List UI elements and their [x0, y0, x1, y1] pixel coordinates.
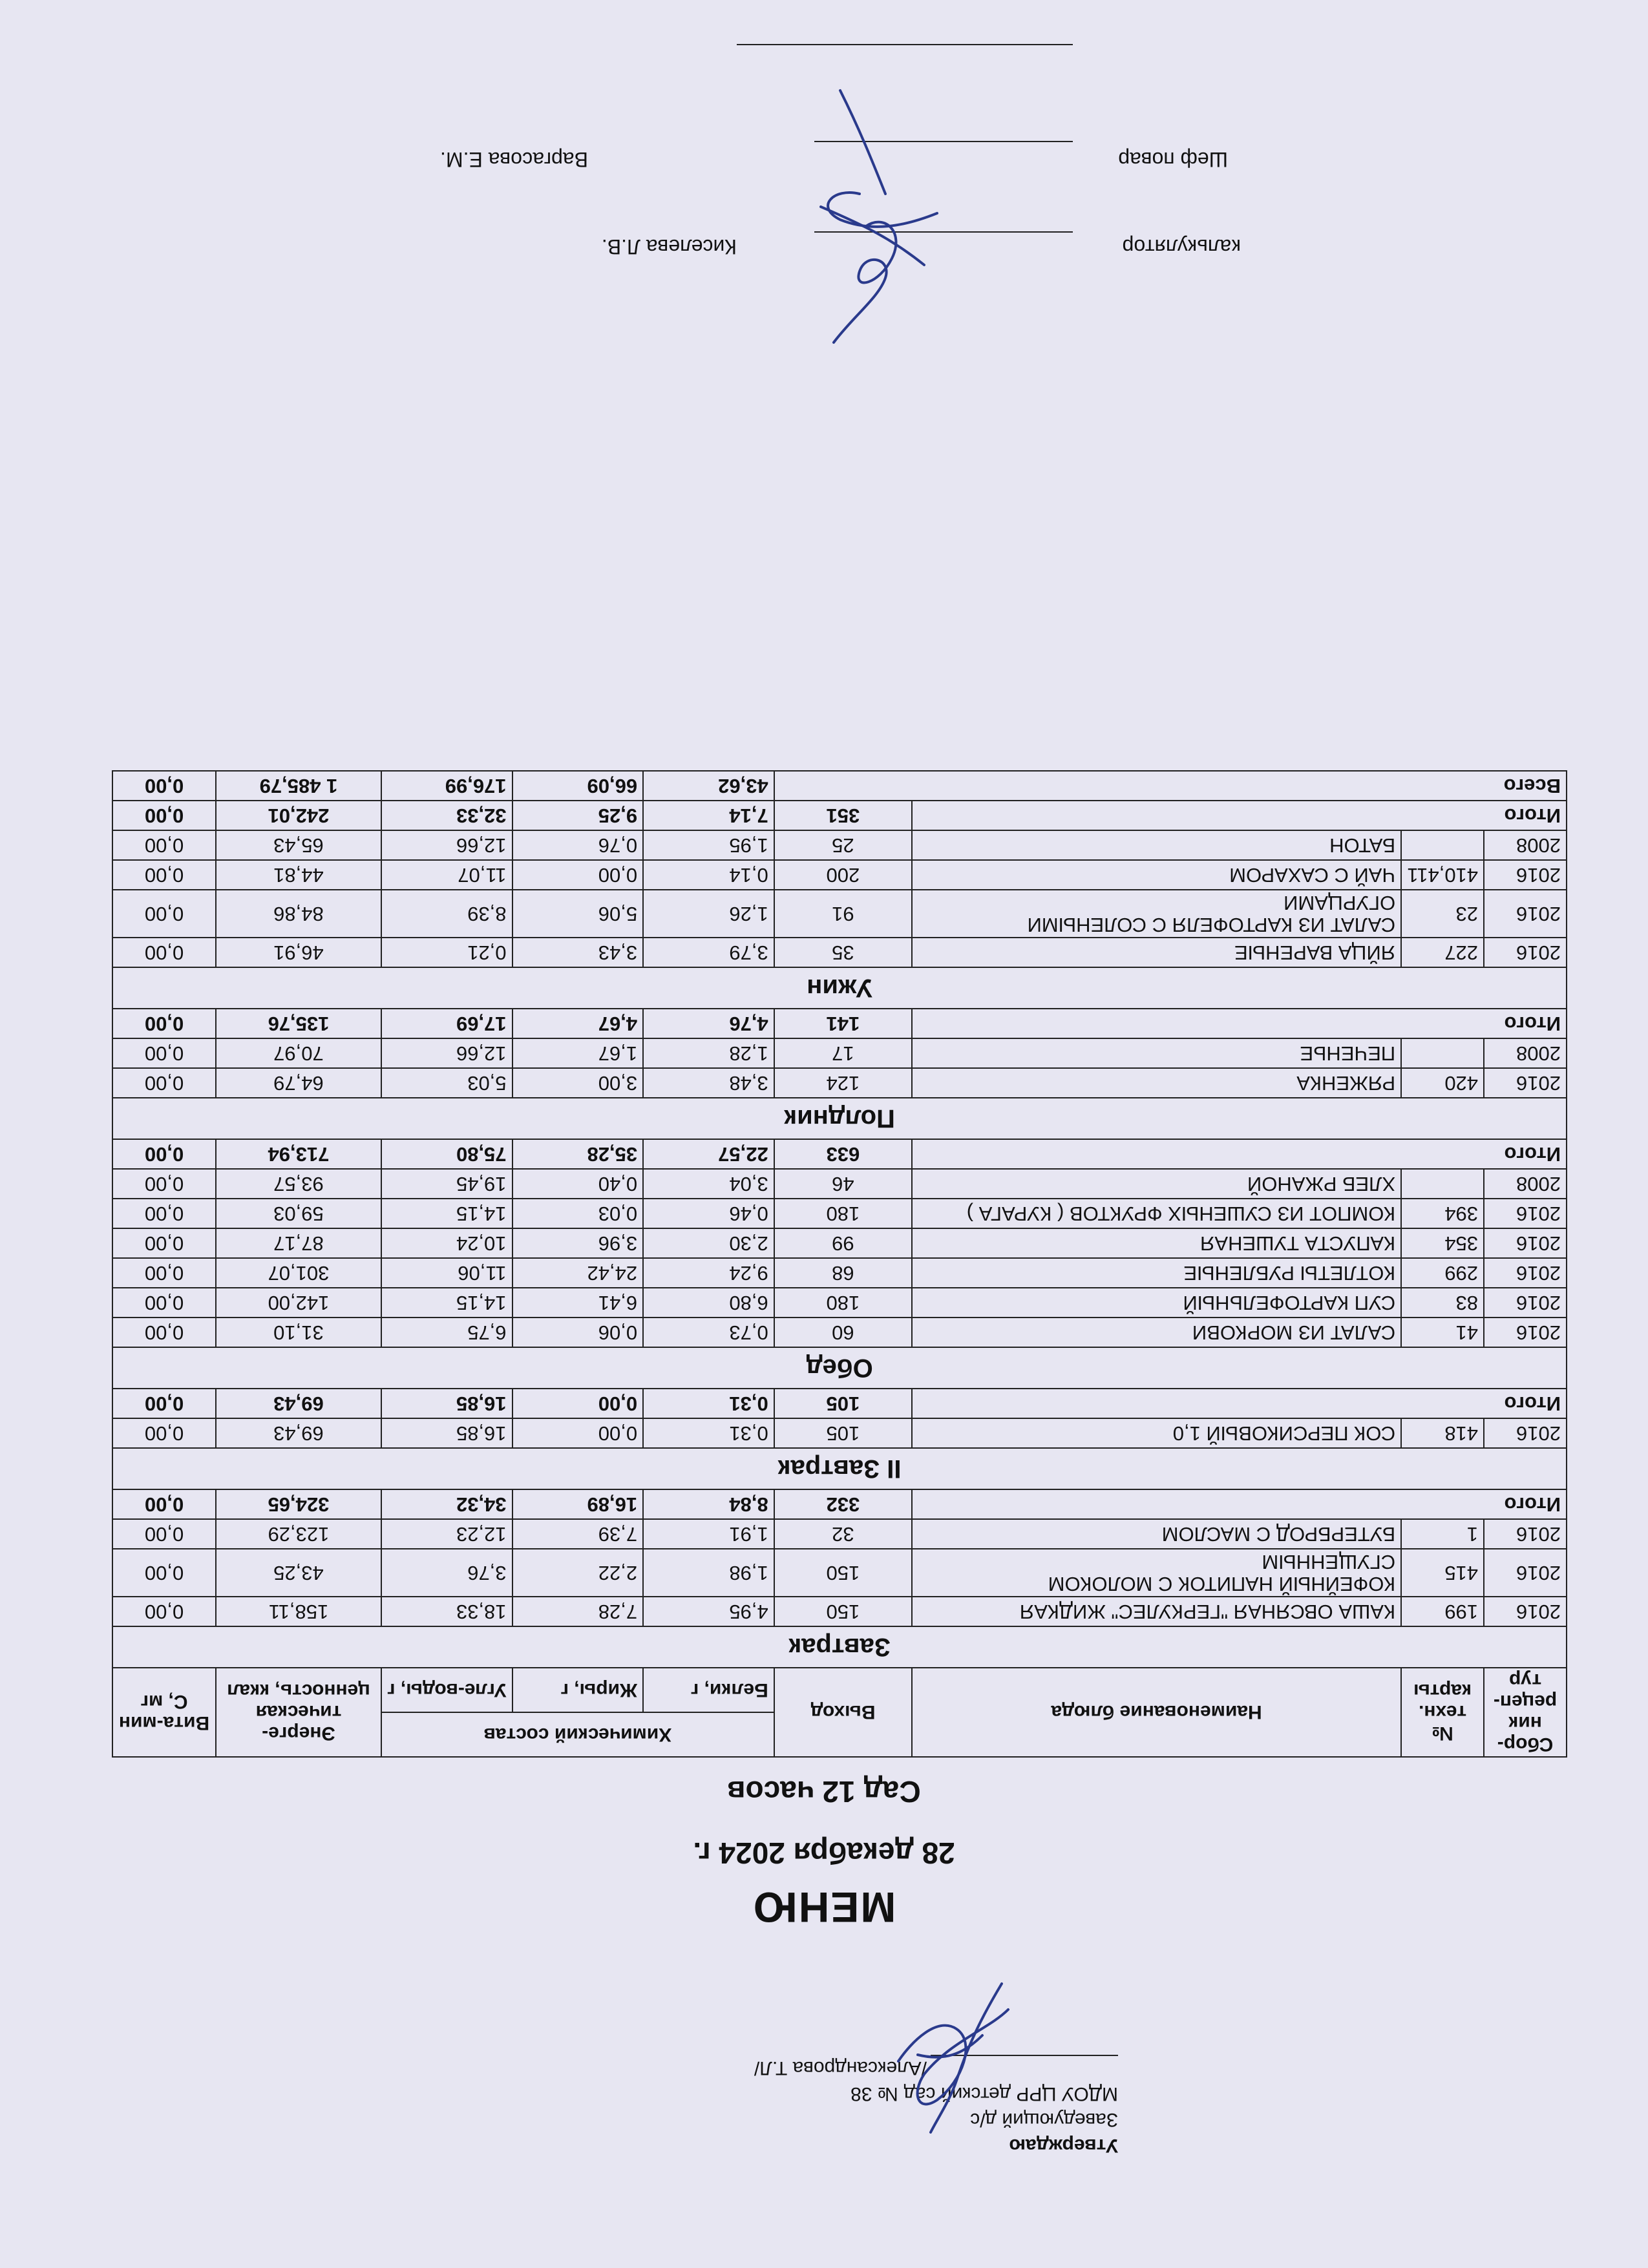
table-row: [112, 938, 1567, 967]
total-proteins: 22,57: [643, 1139, 774, 1169]
total-vitamin: 0,00: [112, 801, 216, 830]
cell-fats: 7,28: [512, 1597, 644, 1626]
table-row: [112, 830, 1567, 860]
table-row: [112, 1228, 1567, 1258]
total-output: 105: [774, 1389, 912, 1418]
cell-dish: РЯЖЕНКА: [912, 1068, 1401, 1098]
cell-energy: 123,29: [216, 1519, 381, 1549]
cell-collection: 2016: [1484, 1228, 1567, 1258]
chef-name: Варгасова Е.М.: [440, 148, 588, 171]
menu-table: [112, 770, 1567, 1758]
menu-table-container: [112, 770, 1567, 1758]
cell-energy: 142,00: [216, 1288, 381, 1318]
cell-carbs: 8,39: [381, 890, 512, 938]
total-carbs: 32,33: [381, 801, 512, 830]
cell-carbs: 12,23: [381, 1519, 512, 1549]
cell-output: 91: [774, 890, 912, 938]
total-row: [112, 1389, 1567, 1418]
cell-tech-card: 410,411: [1401, 860, 1484, 890]
cell-vitamin: 0,00: [112, 1418, 216, 1448]
cell-fats: 7,39: [512, 1519, 644, 1549]
total-carbs: 34,32: [381, 1489, 512, 1519]
total-output: 141: [774, 1009, 912, 1038]
cell-dish: БАТОН: [912, 830, 1401, 860]
section-title: Ужин: [112, 967, 1567, 1009]
table-row: [112, 890, 1567, 938]
total-row: [112, 1139, 1567, 1169]
cell-tech-card: 23: [1401, 890, 1484, 938]
section-header-row: [112, 1098, 1567, 1139]
table-row: [112, 1519, 1567, 1549]
cell-proteins: 1,98: [643, 1549, 774, 1597]
cell-tech-card: 227: [1401, 938, 1484, 967]
cell-energy: 301,07: [216, 1258, 381, 1288]
cell-proteins: 6,80: [643, 1288, 774, 1318]
cell-output: 180: [774, 1288, 912, 1318]
cell-tech-card: [1401, 1169, 1484, 1199]
cell-proteins: 0,46: [643, 1199, 774, 1228]
cell-fats: 0,40: [512, 1169, 644, 1199]
grand-total-proteins: 43,62: [643, 771, 774, 801]
total-energy: 135,76: [216, 1009, 381, 1038]
cell-dish: СОК ПЕРСИКОВЫЙ 1,0: [912, 1418, 1401, 1448]
table-row: [112, 1418, 1567, 1448]
cell-tech-card: 83: [1401, 1288, 1484, 1318]
cell-proteins: 3,79: [643, 938, 774, 967]
table-row: [112, 1169, 1567, 1199]
total-energy: 69,43: [216, 1389, 381, 1418]
total-energy: 242,01: [216, 801, 381, 830]
cell-proteins: 3,48: [643, 1068, 774, 1098]
cell-carbs: 18,33: [381, 1597, 512, 1626]
section-header-row: [112, 1448, 1567, 1489]
total-row: [112, 1489, 1567, 1519]
approval-signer-name: /Александрова Т.Л/: [754, 2057, 927, 2079]
cell-carbs: 5,03: [381, 1068, 512, 1098]
total-carbs: 17,69: [381, 1009, 512, 1038]
cell-vitamin: 0,00: [112, 1519, 216, 1549]
cell-output: 105: [774, 1418, 912, 1448]
cell-output: 46: [774, 1169, 912, 1199]
table-header-row: [112, 1712, 1567, 1757]
total-output: 633: [774, 1139, 912, 1169]
cell-vitamin: 0,00: [112, 1549, 216, 1597]
cell-proteins: 1,95: [643, 830, 774, 860]
total-row: [112, 801, 1567, 830]
cell-tech-card: 415: [1401, 1549, 1484, 1597]
cell-fats: 0,76: [512, 830, 644, 860]
total-fats: 0,00: [512, 1389, 644, 1418]
cell-energy: 43,25: [216, 1549, 381, 1597]
header-vitamin: Вита-мин С, мг: [112, 1668, 216, 1757]
total-carbs: 16,85: [381, 1389, 512, 1418]
header-collection: Сбор-ник рецеп-тур: [1484, 1668, 1567, 1757]
total-vitamin: 0,00: [112, 1489, 216, 1519]
cell-dish: КАША ОВСЯНАЯ "ГЕРКУЛЕС" ЖИДКАЯ: [912, 1597, 1401, 1626]
cell-carbs: 0,21: [381, 938, 512, 967]
table-row: [112, 1549, 1567, 1597]
cell-tech-card: 354: [1401, 1228, 1484, 1258]
cell-energy: 64,79: [216, 1068, 381, 1098]
cell-carbs: 11,06: [381, 1258, 512, 1288]
table-row: [112, 1258, 1567, 1288]
cell-tech-card: 299: [1401, 1258, 1484, 1288]
cell-collection: 2008: [1484, 1169, 1567, 1199]
cell-output: 180: [774, 1199, 912, 1228]
menu-subtitle: Сад 12 часов: [727, 1775, 921, 1809]
table-row: [112, 1068, 1567, 1098]
cell-dish: ЧАЙ С САХАРОМ: [912, 860, 1401, 890]
header-fats: Жиры, г: [512, 1668, 644, 1712]
cell-dish: БУТЕРБРОД С МАСЛОМ: [912, 1519, 1401, 1549]
total-energy: 713,94: [216, 1139, 381, 1169]
cell-output: 150: [774, 1549, 912, 1597]
cell-energy: 31,10: [216, 1318, 381, 1347]
table-row: [112, 1318, 1567, 1347]
grand-total-energy: 1 485,79: [216, 771, 381, 801]
total-proteins: 7,14: [643, 801, 774, 830]
total-output: 351: [774, 801, 912, 830]
cell-dish: ХЛЕБ РЖАНОЙ: [912, 1169, 1401, 1199]
cell-energy: 59,03: [216, 1199, 381, 1228]
table-row: [112, 1038, 1567, 1068]
cell-carbs: 11,07: [381, 860, 512, 890]
cell-output: 32: [774, 1519, 912, 1549]
cell-energy: 44,81: [216, 860, 381, 890]
cell-fats: 0,03: [512, 1199, 644, 1228]
cell-output: 150: [774, 1597, 912, 1626]
cell-output: 35: [774, 938, 912, 967]
total-fats: 35,28: [512, 1139, 644, 1169]
menu-table-body: [112, 771, 1567, 1668]
cell-energy: 158,11: [216, 1597, 381, 1626]
cell-output: 124: [774, 1068, 912, 1098]
header-energy: Энерге-тическая ценность, ккал: [216, 1668, 381, 1757]
cell-carbs: 12,66: [381, 1038, 512, 1068]
cell-energy: 93,57: [216, 1169, 381, 1199]
cell-collection: 2016: [1484, 938, 1567, 967]
total-fats: 4,67: [512, 1009, 644, 1038]
cell-tech-card: [1401, 1038, 1484, 1068]
cell-proteins: 0,73: [643, 1318, 774, 1347]
cell-carbs: 12,66: [381, 830, 512, 860]
cell-collection: 2016: [1484, 1068, 1567, 1098]
header-proteins: Белки, г: [643, 1668, 774, 1712]
cell-tech-card: 199: [1401, 1597, 1484, 1626]
cell-dish: САЛАТ ИЗ КАРТОФЕЛЯ С СОЛЕНЫМИ ОГУРЦАМИ: [912, 890, 1401, 938]
total-proteins: 0,31: [643, 1389, 774, 1418]
cell-vitamin: 0,00: [112, 890, 216, 938]
cell-dish: КОФЕЙНЫЙ НАПИТОК С МОЛОКОМ СГУЩЕННЫМ: [912, 1549, 1401, 1597]
section-title: Обед: [112, 1347, 1567, 1389]
cell-tech-card: 418: [1401, 1418, 1484, 1448]
cell-vitamin: 0,00: [112, 1038, 216, 1068]
cell-tech-card: [1401, 830, 1484, 860]
header-dish: Наименование блюда: [912, 1668, 1401, 1757]
cell-dish: КОТЛЕТЫ РУБЛЕНЫЕ: [912, 1258, 1401, 1288]
cell-carbs: 16,85: [381, 1418, 512, 1448]
cell-vitamin: 0,00: [112, 1597, 216, 1626]
cell-proteins: 4,95: [643, 1597, 774, 1626]
total-label: Итого: [912, 1489, 1567, 1519]
cell-dish: КАПУСТА ТУШЕНАЯ: [912, 1228, 1401, 1258]
total-fats: 9,25: [512, 801, 644, 830]
cell-energy: 69,43: [216, 1418, 381, 1448]
calculator-role: калькулятор: [1122, 235, 1241, 258]
cell-output: 200: [774, 860, 912, 890]
grand-total-carbs: 176,99: [381, 771, 512, 801]
cell-vitamin: 0,00: [112, 1258, 216, 1288]
cell-output: 99: [774, 1228, 912, 1258]
cell-dish: ЯЙЦА ВАРЕНЫЕ: [912, 938, 1401, 967]
cell-vitamin: 0,00: [112, 938, 216, 967]
cell-collection: 2016: [1484, 860, 1567, 890]
section-header-row: [112, 1347, 1567, 1389]
approval-title: Утверждаю: [1009, 2135, 1118, 2156]
section-title: Полдник: [112, 1098, 1567, 1139]
table-row: [112, 1288, 1567, 1318]
cell-fats: 3,43: [512, 938, 644, 967]
cell-dish: ПЕЧЕНЬЕ: [912, 1038, 1401, 1068]
cell-collection: 2016: [1484, 1597, 1567, 1626]
cell-carbs: 14,15: [381, 1199, 512, 1228]
cell-energy: 70,97: [216, 1038, 381, 1068]
cell-proteins: 3,04: [643, 1169, 774, 1199]
cell-output: 68: [774, 1258, 912, 1288]
total-label: Итого: [912, 1139, 1567, 1169]
cell-vitamin: 0,00: [112, 830, 216, 860]
cell-output: 25: [774, 830, 912, 860]
cell-fats: 1,67: [512, 1038, 644, 1068]
cell-vitamin: 0,00: [112, 1199, 216, 1228]
cell-collection: 2008: [1484, 830, 1567, 860]
cell-carbs: 6,75: [381, 1318, 512, 1347]
calculator-signature-scribble: [782, 84, 963, 355]
table-row: [112, 1597, 1567, 1626]
cell-dish: СУП КАРТОФЕЛЬНЫЙ: [912, 1288, 1401, 1318]
cell-vitamin: 0,00: [112, 1318, 216, 1347]
calculator-name: Киселева Л.В.: [601, 235, 737, 258]
cell-tech-card: 1: [1401, 1519, 1484, 1549]
menu-date: 28 декабря 2024 г.: [693, 1836, 955, 1870]
cell-proteins: 1,26: [643, 890, 774, 938]
cell-fats: 0,06: [512, 1318, 644, 1347]
cell-vitamin: 0,00: [112, 1228, 216, 1258]
cell-fats: 0,00: [512, 1418, 644, 1448]
cell-collection: 2016: [1484, 1318, 1567, 1347]
cell-tech-card: 420: [1401, 1068, 1484, 1098]
table-row: [112, 860, 1567, 890]
section-title: Завтрак: [112, 1626, 1567, 1668]
header-chemical-composition: Химический состав: [381, 1712, 774, 1757]
cell-fats: 24,42: [512, 1258, 644, 1288]
cell-collection: 2016: [1484, 890, 1567, 938]
approval-signature-scribble: [860, 1971, 1028, 2139]
table-row: [112, 1199, 1567, 1228]
cell-energy: 87,17: [216, 1228, 381, 1258]
cell-output: 60: [774, 1318, 912, 1347]
section-header-row: [112, 1626, 1567, 1668]
cell-carbs: 10,24: [381, 1228, 512, 1258]
cell-proteins: 1,28: [643, 1038, 774, 1068]
cell-vitamin: 0,00: [112, 1288, 216, 1318]
header-carbs: Угле-воды, г: [381, 1668, 512, 1712]
cell-dish: КОМПОТ ИЗ СУШЕНЫХ ФРУКТОВ ( КУРАГА ): [912, 1199, 1401, 1228]
cell-fats: 6,41: [512, 1288, 644, 1318]
cell-carbs: 14,15: [381, 1288, 512, 1318]
cell-proteins: 2,30: [643, 1228, 774, 1258]
cell-vitamin: 0,00: [112, 1169, 216, 1199]
grand-total-fats: 66,09: [512, 771, 644, 801]
cell-tech-card: 394: [1401, 1199, 1484, 1228]
total-label: Итого: [912, 1009, 1567, 1038]
cell-carbs: 3,76: [381, 1549, 512, 1597]
total-energy: 324,65: [216, 1489, 381, 1519]
cell-fats: 3,96: [512, 1228, 644, 1258]
cell-energy: 46,91: [216, 938, 381, 967]
total-proteins: 4,76: [643, 1009, 774, 1038]
cell-output: 17: [774, 1038, 912, 1068]
section-header-row: [112, 967, 1567, 1009]
cell-collection: 2016: [1484, 1549, 1567, 1597]
cell-fats: 3,00: [512, 1068, 644, 1098]
chef-signature-line: [737, 44, 1073, 45]
total-proteins: 8,84: [643, 1489, 774, 1519]
cell-fats: 5,06: [512, 890, 644, 938]
grand-total-label: Всего: [774, 771, 1567, 801]
grand-total-vitamin: 0,00: [112, 771, 216, 801]
section-title: II Завтрак: [112, 1448, 1567, 1489]
approval-organization: МДОУ ЦРР детский сад № 38: [850, 2083, 1118, 2105]
cell-vitamin: 0,00: [112, 860, 216, 890]
total-vitamin: 0,00: [112, 1389, 216, 1418]
total-row: [112, 1009, 1567, 1038]
cell-collection: 2016: [1484, 1288, 1567, 1318]
cell-carbs: 19,45: [381, 1169, 512, 1199]
cell-dish: САЛАТ ИЗ МОРКОВИ: [912, 1318, 1401, 1347]
total-fats: 16,89: [512, 1489, 644, 1519]
total-output: 332: [774, 1489, 912, 1519]
cell-collection: 2016: [1484, 1519, 1567, 1549]
total-label: Итого: [912, 801, 1567, 830]
total-label: Итого: [912, 1389, 1567, 1418]
cell-collection: 2008: [1484, 1038, 1567, 1068]
total-vitamin: 0,00: [112, 1139, 216, 1169]
cell-collection: 2016: [1484, 1199, 1567, 1228]
cell-vitamin: 0,00: [112, 1068, 216, 1098]
cell-proteins: 0,14: [643, 860, 774, 890]
approval-position: Заведующий д/с: [970, 2109, 1118, 2130]
cell-collection: 2016: [1484, 1418, 1567, 1448]
header-tech-card: № техн. карты: [1401, 1668, 1484, 1757]
total-carbs: 75,80: [381, 1139, 512, 1169]
header-output: Выход: [774, 1668, 912, 1757]
cell-proteins: 9,24: [643, 1258, 774, 1288]
total-vitamin: 0,00: [112, 1009, 216, 1038]
grand-total-row: [112, 771, 1567, 801]
page-title: МЕНЮ: [752, 1884, 896, 1931]
chef-role: Шеф повар: [1118, 148, 1228, 171]
cell-fats: 0,00: [512, 860, 644, 890]
cell-collection: 2016: [1484, 1258, 1567, 1288]
cell-energy: 65,43: [216, 830, 381, 860]
cell-tech-card: 41: [1401, 1318, 1484, 1347]
cell-proteins: 0,31: [643, 1418, 774, 1448]
cell-energy: 84,86: [216, 890, 381, 938]
cell-fats: 2,22: [512, 1549, 644, 1597]
cell-proteins: 1,91: [643, 1519, 774, 1549]
